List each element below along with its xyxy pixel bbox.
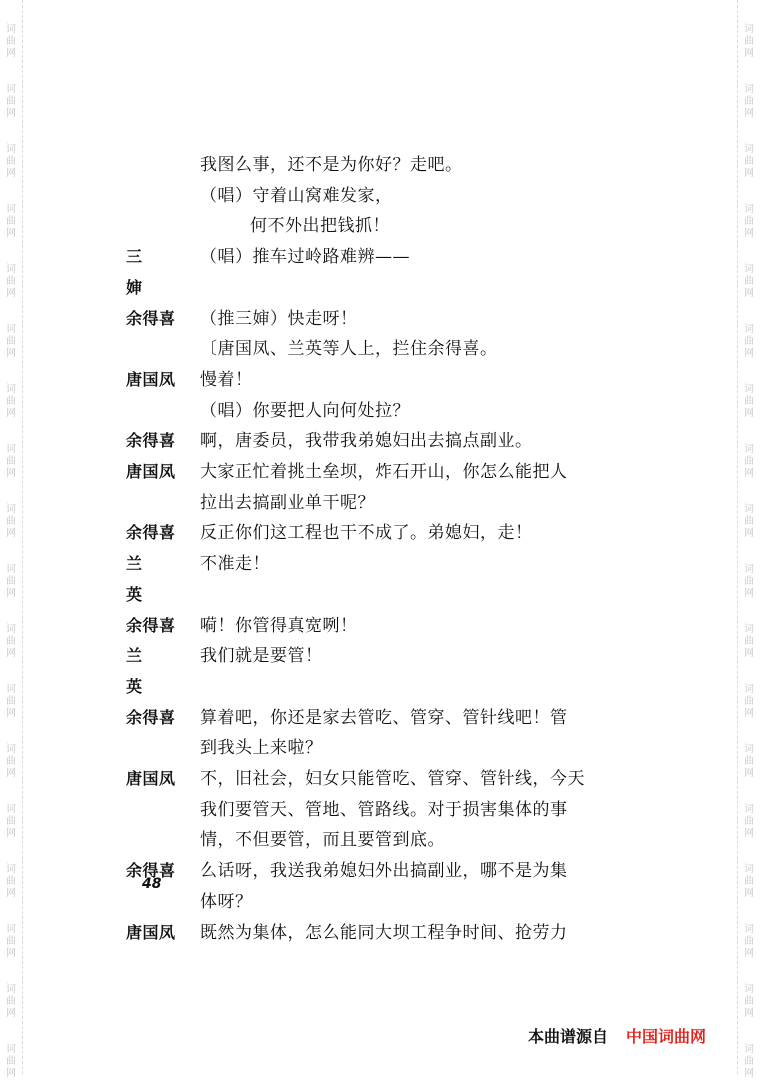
watermark-char: 曲 (744, 36, 754, 47)
watermark-char: 词 (6, 564, 16, 575)
script-line (126, 764, 586, 795)
watermark-char: 网 (6, 648, 16, 659)
watermark-char: 曲 (6, 756, 16, 767)
script-line (126, 211, 586, 242)
script-line (126, 795, 586, 826)
watermark-char: 词 (6, 84, 16, 95)
watermark-char: 曲 (744, 936, 754, 947)
footer-brand-link[interactable]: 中国词曲网 (626, 1027, 707, 1046)
line-text: 不，旧社会，妇女只能管吃、管穿、管针线，今天 (200, 769, 585, 790)
watermark-char: 曲 (6, 516, 16, 527)
script-line (126, 856, 586, 887)
line-text: 我们要管天、管地、管路线。对于损害集体的事 (200, 799, 568, 820)
watermark-char: 网 (6, 528, 16, 539)
speaker-name: 余得喜 (126, 308, 176, 328)
watermark-char: 曲 (744, 636, 754, 647)
watermark-char: 网 (6, 348, 16, 359)
line-text: 〔唐国凤、兰英等人上，拦住余得喜。 (200, 339, 498, 360)
watermark-char: 曲 (744, 1056, 754, 1067)
watermark-char: 词 (744, 684, 754, 695)
watermark-char: 词 (744, 504, 754, 515)
speaker-name: 余得喜 (126, 523, 176, 543)
watermark-group (6, 624, 16, 660)
speaker-name: 余得喜 (126, 861, 176, 881)
watermark-group (6, 564, 16, 600)
line-text: （唱）守着山窝难发家， (200, 185, 393, 206)
watermark-group (744, 324, 754, 360)
line-text: （唱）推车过岭路难辨—— (200, 247, 410, 268)
line-text: 嗬！你管得真宽咧！ (200, 615, 358, 636)
script-line (126, 181, 586, 212)
speaker-name: 余得喜 (126, 615, 176, 635)
line-text: 我图么事，还不是为你好？走吧。 (200, 155, 463, 175)
watermark-group (6, 444, 16, 480)
watermark-char: 网 (744, 108, 754, 119)
watermark-group (6, 924, 16, 960)
watermark-group (6, 744, 16, 780)
watermark-char: 网 (744, 408, 754, 419)
line-text: 体呀？ (200, 891, 253, 912)
watermark-char: 网 (744, 768, 754, 779)
watermark-char: 词 (6, 204, 16, 215)
watermark-char: 网 (6, 288, 16, 299)
speaker-name: 余得喜 (126, 431, 176, 451)
line-text: 大家正忙着挑土垒坝，炸石开山，你怎么能把人 (200, 462, 568, 483)
watermark-group (744, 684, 754, 720)
speaker-name: 唐国凤 (126, 462, 176, 482)
watermark-char: 词 (6, 624, 16, 635)
watermark-group (6, 24, 16, 60)
speaker-name: 唐国凤 (126, 769, 176, 789)
watermark-char: 词 (744, 984, 754, 995)
watermark-char: 网 (744, 708, 754, 719)
watermark-char: 词 (744, 24, 754, 35)
watermark-group (744, 384, 754, 420)
watermark-char: 词 (744, 864, 754, 875)
watermark-group (6, 1044, 16, 1080)
watermark-char: 网 (6, 588, 16, 599)
watermark-char: 曲 (6, 396, 16, 407)
watermark-char: 词 (744, 624, 754, 635)
watermark-group (6, 264, 16, 300)
watermark-char: 网 (6, 228, 16, 239)
footer-credit (528, 1024, 706, 1047)
watermark-group (744, 84, 754, 120)
watermark-char: 网 (6, 948, 16, 959)
watermark-char: 曲 (6, 576, 16, 587)
watermark-char: 曲 (744, 876, 754, 887)
watermark-char: 曲 (744, 276, 754, 287)
watermark-char: 词 (6, 144, 16, 155)
line-text: 到我头上来啦？ (200, 738, 323, 759)
script-line (126, 549, 586, 610)
script-line (126, 426, 586, 457)
watermark-char: 曲 (6, 816, 16, 827)
watermark-char: 词 (744, 564, 754, 575)
watermark-char: 网 (744, 288, 754, 299)
watermark-group (744, 264, 754, 300)
line-text: （推三婶）快走呀！ (200, 308, 358, 329)
line-text: 不准走！ (200, 554, 270, 575)
watermark-char: 网 (6, 468, 16, 479)
script-line (126, 396, 586, 427)
watermark-char: 网 (6, 708, 16, 719)
watermark-char: 网 (744, 828, 754, 839)
watermark-char: 网 (744, 588, 754, 599)
script-line (126, 641, 586, 702)
watermark-char: 曲 (744, 816, 754, 827)
watermark-group (6, 384, 16, 420)
line-text: 何不外出把钱抓！ (250, 216, 390, 237)
watermark-char: 词 (744, 324, 754, 335)
watermark-group (744, 444, 754, 480)
watermark-group (6, 324, 16, 360)
watermark-char: 网 (744, 48, 754, 59)
watermark-char: 曲 (6, 456, 16, 467)
speaker-name: 余得喜 (126, 707, 176, 727)
watermark-group (6, 804, 16, 840)
line-text: 反正你们这工程也干不成了。弟媳妇，走！ (200, 523, 533, 544)
watermark-char: 词 (6, 504, 16, 515)
watermark-group (744, 204, 754, 240)
footer-source-label: 本曲谱源自 (528, 1027, 609, 1046)
watermark-group (6, 684, 16, 720)
page-number: 48 (142, 876, 162, 892)
watermark-group (744, 804, 754, 840)
watermark-group (744, 864, 754, 900)
watermark-char: 网 (6, 828, 16, 839)
speaker-name: 兰 英 (126, 554, 156, 604)
line-text: 既然为集体，怎么能同大坝工程争时间、抢劳力 (200, 922, 568, 943)
watermark-char: 词 (744, 384, 754, 395)
watermark-char: 曲 (6, 36, 16, 47)
watermark-char: 网 (744, 168, 754, 179)
watermark-group (6, 864, 16, 900)
watermark-group (6, 984, 16, 1020)
watermark-char: 曲 (744, 576, 754, 587)
script-line (126, 887, 586, 918)
watermark-char: 词 (6, 324, 16, 335)
watermark-group (744, 624, 754, 660)
watermark-char: 网 (744, 348, 754, 359)
watermark-char: 曲 (6, 1056, 16, 1067)
line-text: 慢着！ (200, 369, 253, 390)
watermark-group (744, 144, 754, 180)
watermark-group (744, 504, 754, 540)
watermark-char: 曲 (744, 336, 754, 347)
watermark-char: 曲 (744, 756, 754, 767)
watermark-char: 曲 (744, 456, 754, 467)
watermark-char: 词 (744, 264, 754, 275)
watermark-char: 曲 (6, 216, 16, 227)
script-line (126, 334, 586, 365)
line-text: 啊，唐委员，我带我弟媳妇出去搞点副业。 (200, 431, 533, 452)
watermark-char: 曲 (6, 936, 16, 947)
script-line (126, 150, 586, 181)
watermark-char: 网 (6, 108, 16, 119)
line-text: 么话呀，我送我弟媳妇外出搞副业，哪不是为集 (200, 861, 568, 882)
watermark-char: 网 (6, 1068, 16, 1079)
watermark-char: 词 (744, 744, 754, 755)
script-line (126, 703, 586, 734)
watermark-char: 曲 (744, 696, 754, 707)
watermark-char: 曲 (6, 336, 16, 347)
script-line (126, 918, 586, 949)
watermark-char: 词 (744, 924, 754, 935)
script-line (126, 611, 586, 642)
watermark-char: 网 (744, 888, 754, 899)
watermark-char: 曲 (744, 216, 754, 227)
watermark-char: 曲 (744, 996, 754, 1007)
watermark-group (744, 1044, 754, 1080)
watermark-char: 网 (744, 528, 754, 539)
line-text: 拉出去搞副业单干呢？ (200, 492, 375, 513)
watermark-char: 网 (744, 1008, 754, 1019)
watermark-char: 词 (6, 744, 16, 755)
watermark-char: 曲 (6, 636, 16, 647)
watermark-char: 词 (6, 684, 16, 695)
script-line (126, 825, 586, 856)
watermark-char: 词 (6, 384, 16, 395)
script-line (126, 488, 586, 519)
speaker-name: 兰 英 (126, 646, 156, 696)
watermark-char: 词 (744, 804, 754, 815)
watermark-char: 网 (6, 408, 16, 419)
watermark-char: 网 (744, 468, 754, 479)
watermark-char: 网 (744, 228, 754, 239)
watermark-char: 曲 (6, 696, 16, 707)
watermark-char: 网 (744, 648, 754, 659)
speaker-name: 唐国凤 (126, 922, 176, 942)
watermark-char: 曲 (744, 396, 754, 407)
watermark-char: 曲 (6, 156, 16, 167)
script-line (126, 304, 586, 335)
watermark-char: 词 (6, 1044, 16, 1055)
watermark-char: 网 (6, 768, 16, 779)
script-line (126, 242, 586, 303)
script-line (126, 518, 586, 549)
script-line (126, 457, 586, 488)
watermark-group (6, 504, 16, 540)
watermark-group (6, 204, 16, 240)
watermark-group (744, 24, 754, 60)
watermark-char: 网 (6, 48, 16, 59)
left-watermark-strip (0, 0, 23, 1079)
speaker-name: 唐国凤 (126, 369, 176, 389)
speaker-name: 三 婶 (126, 247, 156, 297)
script-line (126, 365, 586, 396)
watermark-char: 词 (744, 204, 754, 215)
watermark-char: 曲 (6, 96, 16, 107)
watermark-char: 词 (6, 924, 16, 935)
watermark-char: 曲 (6, 996, 16, 1007)
watermark-char: 曲 (6, 876, 16, 887)
watermark-char: 词 (6, 264, 16, 275)
watermark-char: 词 (6, 804, 16, 815)
watermark-group (744, 744, 754, 780)
watermark-char: 词 (744, 144, 754, 155)
watermark-char: 曲 (6, 276, 16, 287)
watermark-group (744, 924, 754, 960)
watermark-char: 曲 (744, 156, 754, 167)
watermark-char: 网 (744, 948, 754, 959)
watermark-char: 曲 (744, 516, 754, 527)
line-text: 情，不但要管，而且要管到底。 (200, 830, 445, 851)
watermark-group (744, 564, 754, 600)
watermark-char: 词 (744, 1044, 754, 1055)
script-body (126, 150, 586, 948)
watermark-char: 网 (6, 888, 16, 899)
watermark-group (6, 84, 16, 120)
watermark-char: 网 (6, 168, 16, 179)
watermark-char: 词 (6, 864, 16, 875)
line-text: （唱）你要把人向何处拉？ (200, 400, 410, 421)
watermark-char: 网 (6, 1008, 16, 1019)
watermark-char: 网 (744, 1068, 754, 1079)
script-line (126, 733, 586, 764)
line-text: 我们就是要管！ (200, 646, 323, 667)
watermark-char: 词 (744, 444, 754, 455)
watermark-char: 词 (6, 444, 16, 455)
watermark-char: 曲 (744, 96, 754, 107)
watermark-group (6, 144, 16, 180)
right-watermark-strip (737, 0, 760, 1079)
watermark-group (744, 984, 754, 1020)
line-text: 算着吧，你还是家去管吃、管穿、管针线吧！管 (200, 707, 568, 728)
watermark-char: 词 (744, 84, 754, 95)
watermark-char: 词 (6, 984, 16, 995)
watermark-char: 词 (6, 24, 16, 35)
